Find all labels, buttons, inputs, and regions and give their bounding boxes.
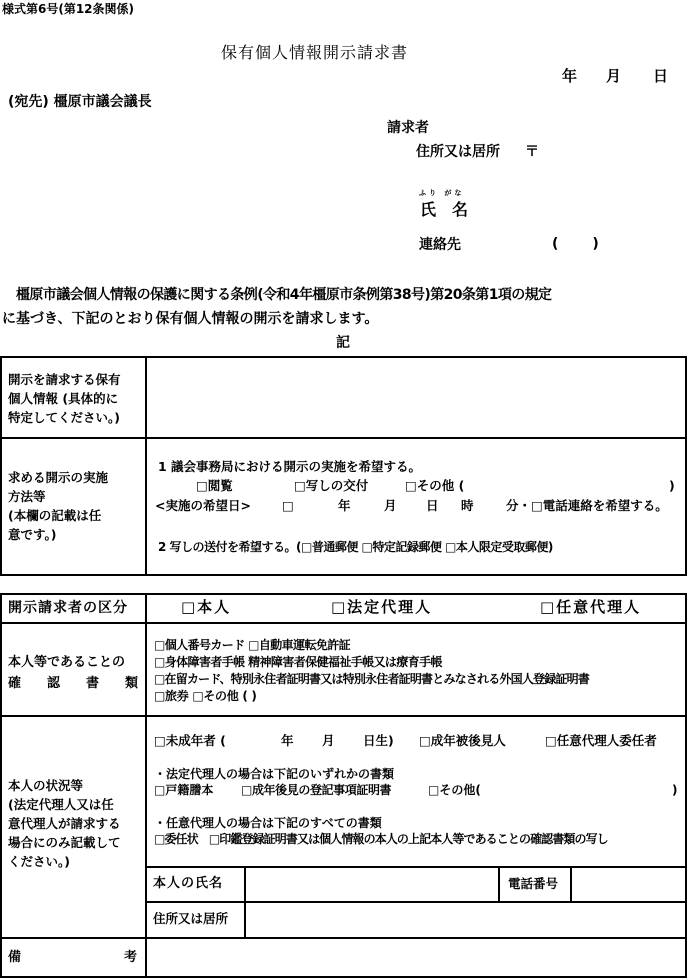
category-label: 開示請求者の区分 <box>8 600 128 616</box>
method-option-2[interactable]: 2 写しの送付を希望する。(□普通郵便 □特定記録郵便 □本人限定受取郵便) <box>158 540 553 554</box>
requested-info-label: 開示を請求する保有 個人情報 (具体的に 特定してください。) <box>8 372 121 425</box>
name-ruby: ふり がな <box>419 189 465 197</box>
checkbox-view[interactable]: □閲覧 <box>196 478 233 493</box>
date-day-label: 日 <box>653 67 669 85</box>
desired-minute-phone[interactable]: 分・□電話連絡を希望する。 <box>506 498 668 513</box>
remarks-label-2: 考 <box>124 950 138 965</box>
voluntary-rep-docs-heading: ・任意代理人の場合は下記のすべての書類 <box>154 816 382 830</box>
checkbox-method-other[interactable]: □その他 ( <box>405 478 465 493</box>
checkbox-principal[interactable]: □任意代理人委任者 <box>545 733 657 748</box>
checkbox-desired-date[interactable]: □ <box>282 498 294 513</box>
date-month-label: 月 <box>606 67 622 85</box>
person-name-label: 本人の氏名 <box>153 876 224 891</box>
desired-day: 日 <box>426 498 439 513</box>
method-other-close: ) <box>669 478 675 493</box>
desired-date-label: <実施の希望日> <box>155 498 251 513</box>
intro-line-1: 橿原市議会個人情報の保護に関する条例(令和4年橿原市条例第38号)第20条第1項の規定 <box>16 287 552 303</box>
ki-label: 記 <box>336 335 350 351</box>
contact-label: 連絡先 <box>419 237 461 253</box>
person-address-label: 住所又は居所 <box>153 911 229 926</box>
checkbox-adult-ward[interactable]: □成年被後見人 <box>419 733 506 748</box>
birth-year: 年 <box>281 733 294 748</box>
id-doc-line-3[interactable]: □在留カード、特別永住者証明書又は特別永住者証明書とみなされる外国人登録証明書 <box>154 672 590 686</box>
postal-mark: 〒 <box>525 144 539 160</box>
desired-hour: 時 <box>461 498 474 513</box>
id-doc-line-4[interactable]: □旅券 □その他 ( ) <box>154 689 257 703</box>
birth-day: 日生) <box>363 733 394 748</box>
status-label: 本人の状況等 (法定代理人又は任 意代理人が請求する 場合にのみ記載して ください。) <box>8 778 121 869</box>
id-doc-line-2[interactable]: □身体障害者手帳 精神障害者保健福祉手帳又は療育手帳 <box>154 655 442 669</box>
requested-info-field[interactable] <box>147 358 684 436</box>
phone-label: 電話番号 <box>508 876 559 891</box>
checkbox-power-of-attorney[interactable]: □委任状 □印鑑登録証明書又は個人情報の本人の上記本人等であることの確認書類の写し <box>154 832 608 846</box>
phone-field[interactable] <box>572 868 684 900</box>
intro-line-2: に基づき、下記のとおり保有個人情報の開示を請求します。 <box>2 311 379 327</box>
legal-rep-docs-heading: ・法定代理人の場合は下記のいずれかの書類 <box>154 767 395 781</box>
person-name-field[interactable] <box>246 868 497 900</box>
person-address-field[interactable] <box>246 903 684 936</box>
remarks-label-1: 備 <box>8 950 22 965</box>
desired-month: 月 <box>384 498 397 513</box>
birth-month: 月 <box>322 733 335 748</box>
page-title: 保有個人情報開示請求書 <box>221 43 409 62</box>
checkbox-self[interactable]: □本人 <box>181 598 232 616</box>
contact-paren: ( ) <box>552 236 601 252</box>
addressee: (宛先) 橿原市議会議長 <box>8 94 152 110</box>
name-label-2: 名 <box>452 200 469 219</box>
method-label: 求める開示の実施 方法等 (本欄の記載は任 意です。) <box>8 470 109 542</box>
date-year-label: 年 <box>562 67 578 85</box>
checkbox-minor[interactable]: □未成年者 ( <box>154 733 226 748</box>
address-label: 住所又は居所 <box>416 144 500 160</box>
checkbox-status-other[interactable]: □その他( <box>428 783 481 797</box>
status-other-close: ) <box>672 783 678 797</box>
checkbox-voluntary-rep[interactable]: □任意代理人 <box>540 598 642 616</box>
id-doc-line-1[interactable]: □個人番号カード □自動車運転免許証 <box>154 638 351 652</box>
checkbox-legal-rep[interactable]: □法定代理人 <box>331 598 433 616</box>
method-option-1: 1 議会事務局における開示の実施を希望する。 <box>158 459 422 474</box>
id-docs-label: 本人等であることの 確 認 書 類 <box>8 655 139 691</box>
form-number: 様式第6号(第12条関係) <box>2 2 135 16</box>
checkbox-family-register[interactable]: □戸籍謄本 <box>154 783 214 797</box>
checkbox-copy-issue[interactable]: □写しの交付 <box>294 478 369 493</box>
name-label-1: 氏 <box>420 200 437 219</box>
requester-label: 請求者 <box>387 120 429 136</box>
checkbox-guardianship-cert[interactable]: □成年後見の登記事項証明書 <box>241 783 392 797</box>
remarks-field[interactable] <box>147 939 684 975</box>
desired-year: 年 <box>338 498 351 513</box>
